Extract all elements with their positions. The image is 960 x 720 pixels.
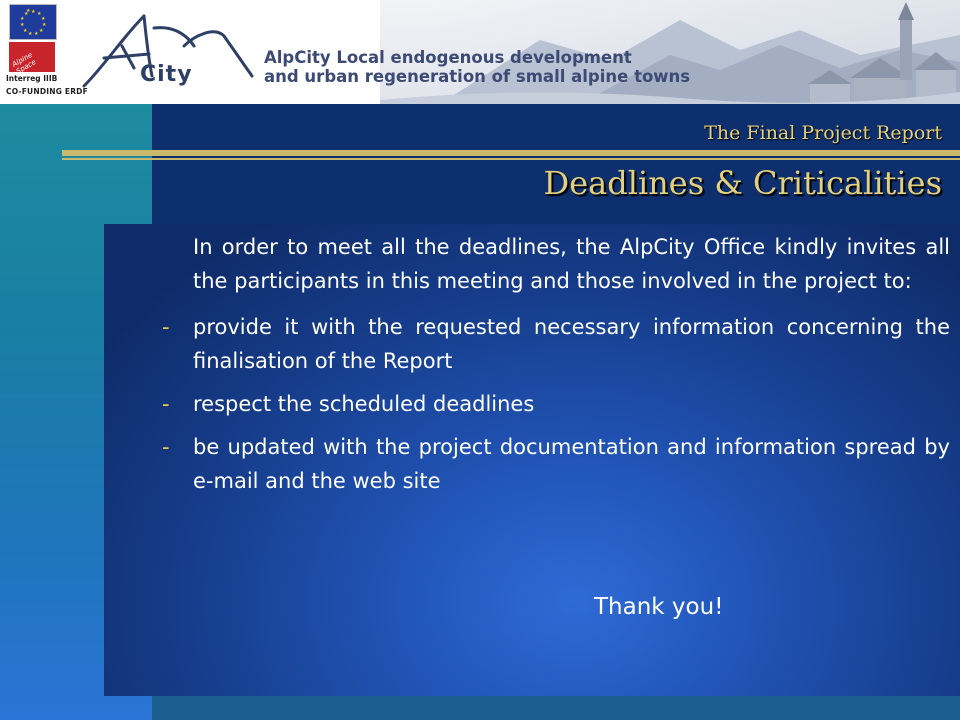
svg-text:★: ★ — [31, 9, 36, 15]
bullet-dash: - — [162, 435, 170, 459]
svg-text:★: ★ — [20, 22, 25, 28]
svg-text:★: ★ — [20, 16, 25, 22]
svg-text:★: ★ — [28, 31, 33, 37]
alpine-space-logo-text: Alpine Space — [10, 50, 38, 76]
intro-paragraph: In order to meet all the deadlines, the AlpCity Office kindly invites all the participants in this meeting and those involved in the project to: — [193, 235, 950, 293]
bullet-item — [162, 387, 950, 421]
slide-content — [162, 230, 950, 507]
svg-text:★: ★ — [37, 11, 42, 17]
bullet-text: be updated with the project documentation and information spread by e-mail and the web site — [193, 435, 950, 493]
banner-title-line1: AlpCity Local endogenous development — [264, 48, 632, 67]
svg-text:★: ★ — [23, 28, 28, 34]
gold-rule-thin — [62, 158, 960, 160]
svg-text:★: ★ — [24, 11, 29, 17]
bullet-item — [162, 310, 950, 378]
eu-flag-icon — [9, 4, 57, 40]
banner-title-line2: and urban regeneration of small alpine towns — [264, 67, 691, 86]
gold-rule-thick — [62, 150, 960, 156]
logo-city-word: City — [140, 62, 193, 87]
bullet-dash: - — [162, 392, 170, 416]
bullet-dash: - — [162, 315, 170, 339]
alpine-space-logo — [9, 42, 55, 76]
svg-text:★: ★ — [34, 31, 39, 37]
bullet-text: respect the scheduled deadlines — [193, 392, 535, 416]
svg-text:★: ★ — [39, 28, 44, 34]
svg-text:★: ★ — [41, 16, 46, 22]
funding-label: CO-FUNDING ERDF — [6, 87, 88, 96]
svg-text:★: ★ — [26, 8, 31, 14]
header-banner — [0, 0, 960, 104]
svg-text:★: ★ — [42, 22, 47, 28]
program-label: Interreg IIIB — [6, 74, 58, 83]
bullet-text: provide it with the requested necessary information concerning the finalisation of the Report — [193, 315, 950, 373]
bullet-item — [162, 430, 950, 498]
slide-subtitle: The Final Project Report — [704, 122, 942, 144]
slide-title: Deadlines & Criticalities — [543, 164, 942, 202]
closing-thank-you: Thank you! — [594, 594, 724, 620]
